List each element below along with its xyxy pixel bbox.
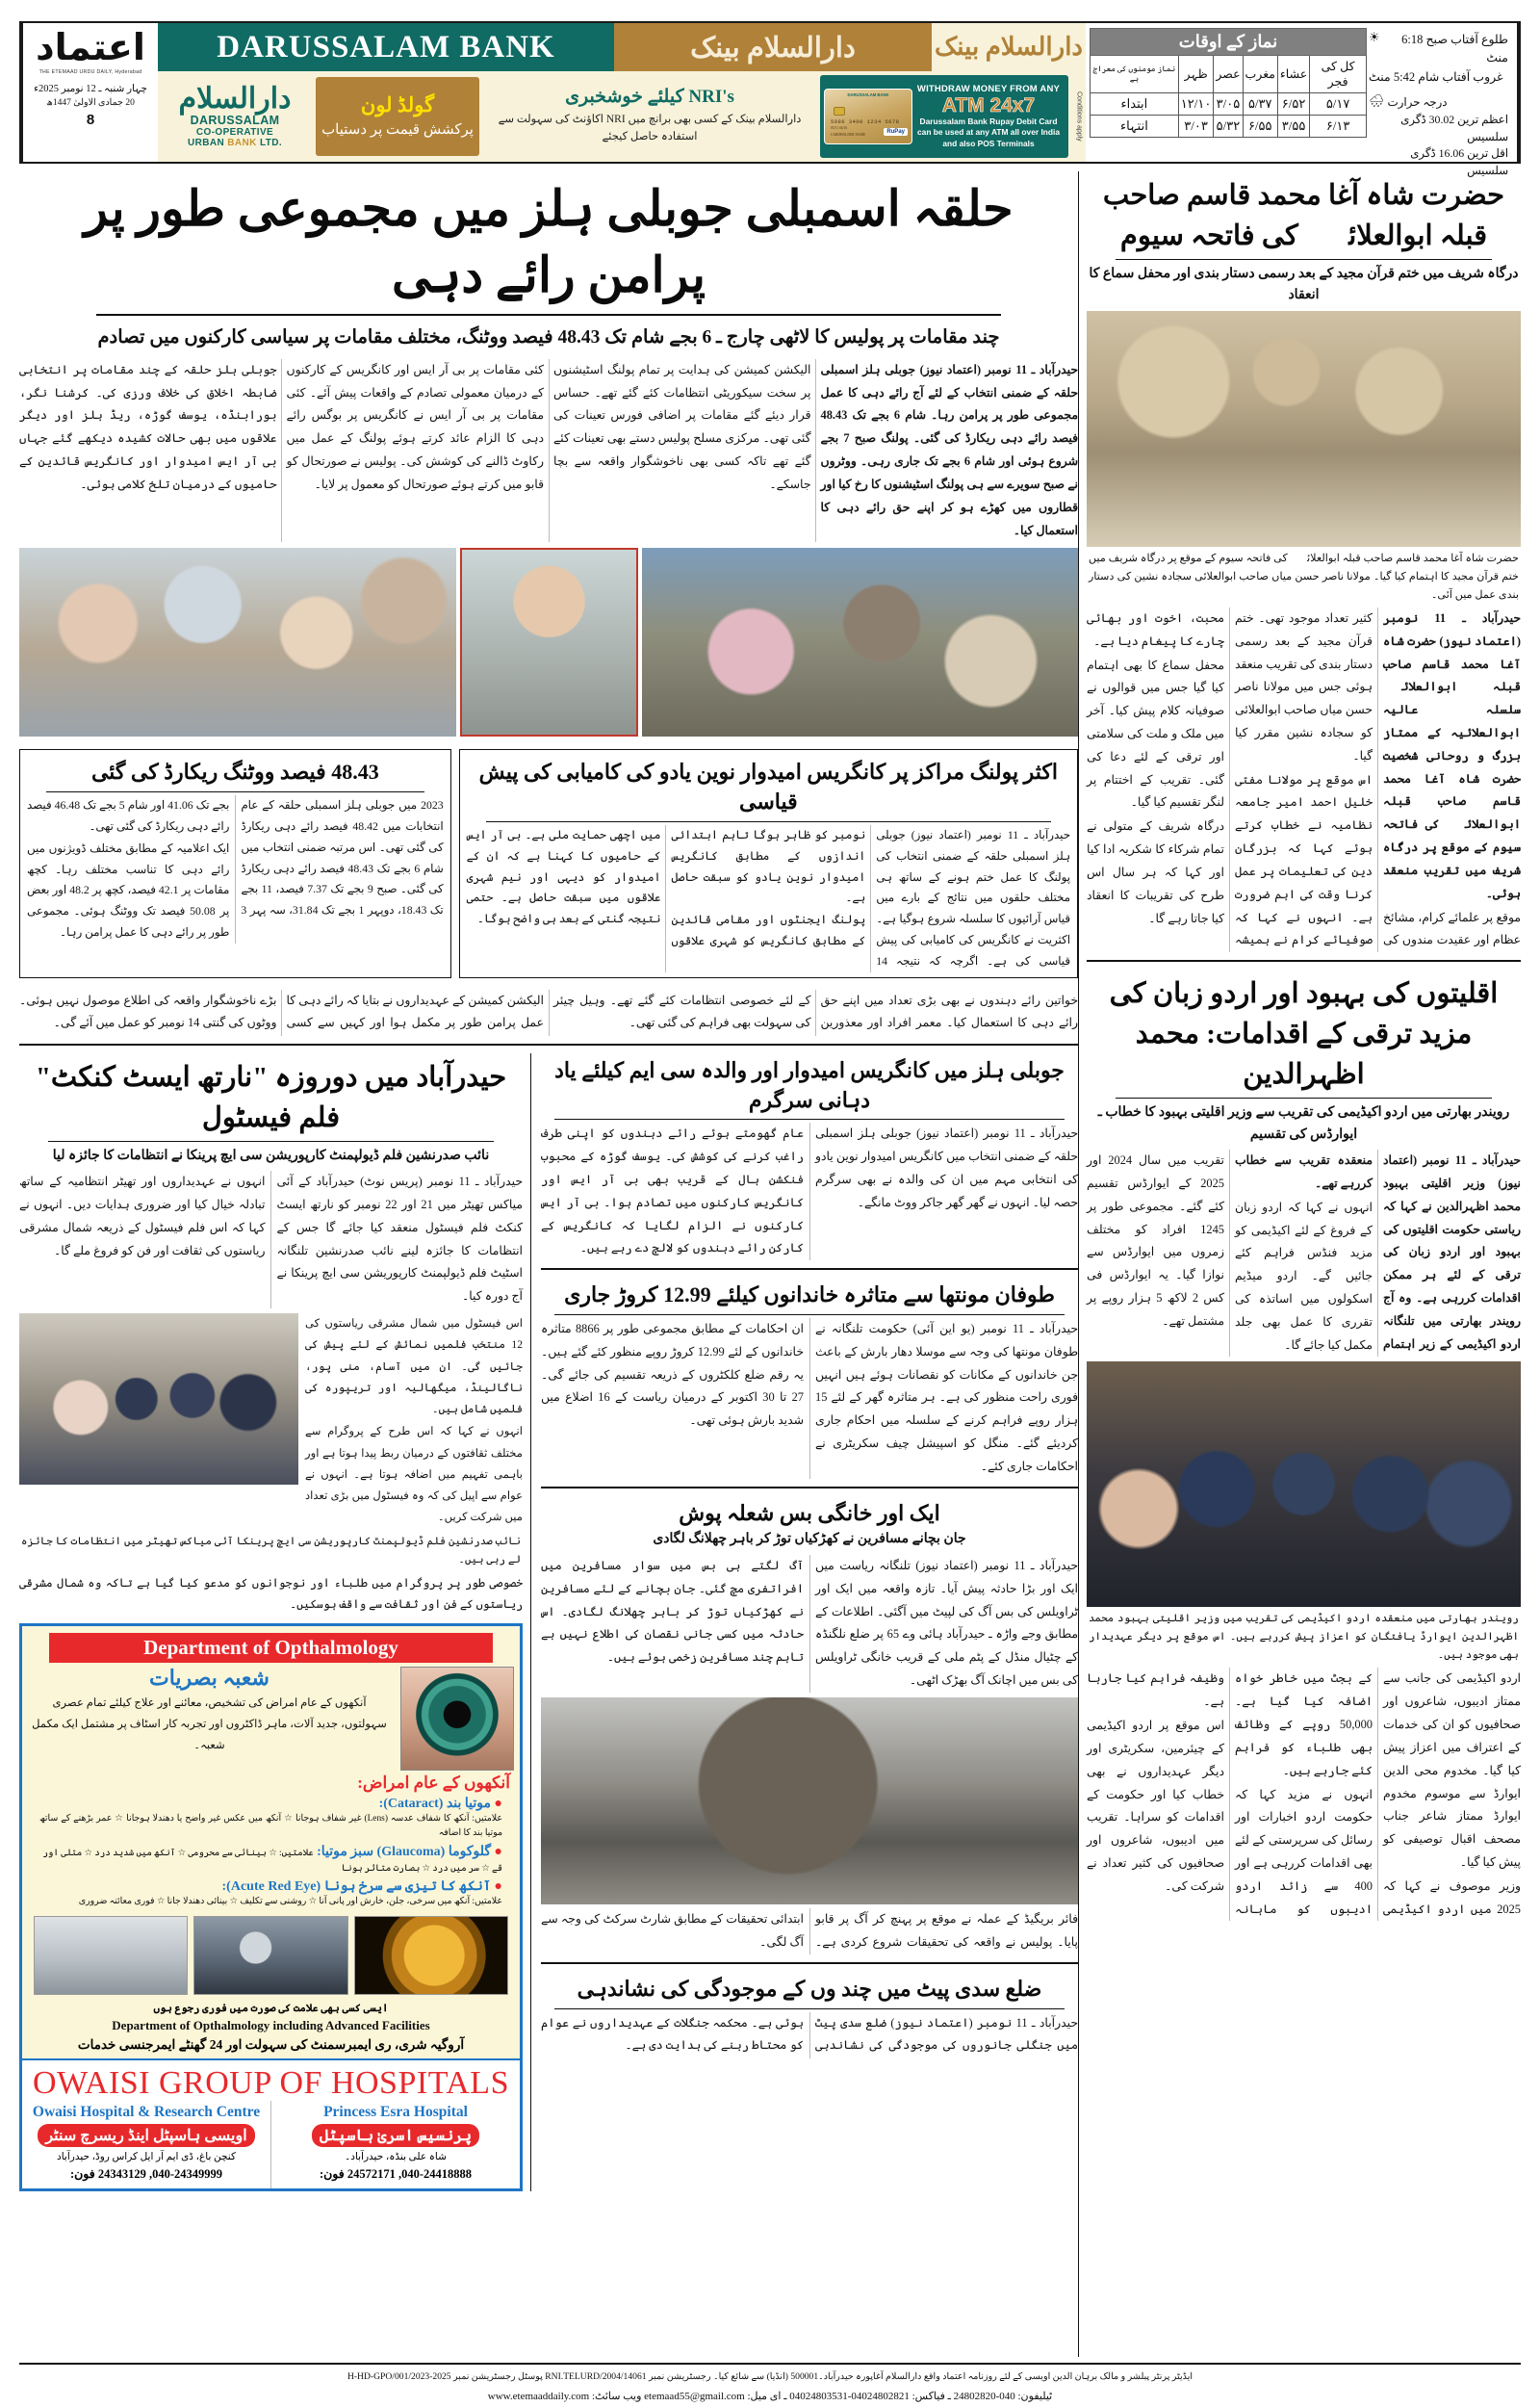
hospital-name-ur: اویسی ہاسپٹل اینڈ ریسرچ سنٹر — [38, 2124, 254, 2147]
paragraph: 2023 میں جوبلی ہلز اسمبلی حلقہ کے عام انتخابات میں 48.42 فیصد رائے دہی ریکارڈ کی گئی تھی۔ اس مرتبہ ضمنی انتخاب میں شام 6 بجے تک 48.43 فیصد رائے دہی ریکارڈ کی گئی۔ صبح 9 بجے تک 7.37 فیصد، 11 بجے تک 18.43، دوپہر 1 بجے تک 31.84، سہ پہر 3 بجے تک 41.06 اور شام 5 بجے تک 46.48 فیصد رائے دہی ریکارڈ کی گئی تھی۔ — [27, 798, 444, 918]
bank-name-urdu: دارالسلام بینک — [614, 23, 932, 71]
nri-subtext: دارالسلام بینک کے کسی بھی برانچ میں NRI اکاؤنٹ کی سہولت سے استفادہ حاصل کیجئے — [498, 114, 802, 143]
hospital-phone: 040-24349999, 24343129 فون: — [69, 2167, 223, 2182]
box-story-1-body — [467, 825, 1070, 972]
paragraph: خواتین رائے دہندوں نے بھی بڑی تعداد میں اپنے حق رائے دہی کا استعمال کیا۔ معمر افراد اور معذورین کے لئے خصوصی انتظامات کئے گئے تھے۔ وہیل چیئر کی سہولت بھی فراہم کی گئی تھی۔ — [553, 993, 1078, 1030]
darussalam-logo — [158, 71, 312, 162]
eye-photo — [400, 1667, 514, 1771]
ophthalmology-dept-title-ur: شعبہ بصریات — [149, 1665, 270, 1690]
card-bank-name: DARUSSALAM BANK — [847, 92, 889, 97]
left-story-1 — [1087, 171, 1521, 952]
film-headline: حیدرآباد میں دوروزہ "نارتھ ایسٹ کنکٹ" فلم فیسٹول — [35, 1061, 507, 1133]
ophthalmology-item-red-eye: ● آنکھ کا تیزی سے سرخ ہونا (Acute Red Eye): — [221, 1879, 502, 1895]
issue-date: چہار شنبہ ـ 12 نومبر 2025ء — [34, 83, 147, 94]
bank-logo-line3: URBAN BANK LTD. — [187, 138, 283, 148]
paragraph: اردو اکیڈیمی کی جانب سے ممتاز ادیبوں، شاعروں اور صحافیوں کو ان کی خدمات کے اعتراف میں اعزاز پیش کیا گیا۔ مخدوم محی الدین ایوارڈ سے موسوم مخدوم ایوارڈ ممتاز شاعر جناب مصحف اقبال توصیفی کو پیش کیا گیا۔ — [1383, 1671, 1521, 1869]
darussalam-bank-ad[interactable] — [158, 23, 1086, 162]
rupay-logo: RuPay — [884, 128, 908, 136]
hospital-address: شاہ علی بنڈہ، حیدرآباد۔ — [345, 2152, 447, 2163]
owaisi-group-title: OWAISI GROUP OF HOSPITALS — [33, 2065, 509, 2102]
prayer-value: ۵/۱۷ — [1310, 93, 1367, 116]
left-story-1-caption: حضرت شاہ آغا محمد قاسم صاحب قبلہ ابوالعلائیؒ کی فاتحہ سیوم کے موقع پر درگاہ شریف میں ختم قرآن مجید کا اہتمام کیا گیا۔ مولانا ناصر حسن میاں صاحب ابوالعلائی سجادہ نشین کی دستار بندی عمل میں آئی۔ — [1089, 552, 1519, 601]
mid-story-1-headline: جوبلی ہلز میں کانگریس امیدوار اور والدہ سی ایم کیلئے یاد دہانی سرگرم — [554, 1057, 1065, 1112]
nri-headline: NRI's کیلئے خوشخبری — [565, 87, 734, 108]
bank-urdu-mark-top: دارالسلام بینک — [932, 23, 1086, 71]
prayer-value: ۶/۵۵ — [1243, 116, 1277, 138]
paragraph: انہوں نے کہا کہ اس طرح کے پروگرام سے مختلف ثقافتوں کے درمیان ربط پیدا ہوتا ہے اور باہمی تفہیم میں اضافہ ہوتا ہے۔ انہوں نے عوام سے اپیل کی کہ وہ فیسٹول میں بڑی تعداد میں شرکت کریں۔ — [305, 1425, 523, 1524]
mid-story-1-body — [541, 1123, 1078, 1260]
film-body-top — [19, 1171, 523, 1308]
ophthalmology-photo-strip — [22, 1909, 520, 1999]
prayer-times-block — [1086, 23, 1519, 177]
mid-story-3-body — [541, 1555, 1078, 1693]
paper-english-name: THE ETEMAAD URDU DAILY, Hyderabad — [38, 68, 142, 75]
paragraph: درگاہ شریف کے متولی نے تمام شرکاء کا شکریہ ادا کیا اور کہا کہ ہر سال اس طرح کی تقریبات کا انعقاد کیا جاتا رہے گا۔ — [1087, 819, 1224, 925]
film-festival-story — [19, 1053, 531, 2192]
paragraph: ایک اعلامیہ کے مطابق مختلف ڈویژنوں میں رائے دہی کا تناسب مختلف رہا۔ کچھ مقامات پر 42.1 فیصد، کچھ پر 48.2 اور بعض پر 50.08 فیصد تک ووٹنگ ہوئی۔ مجموعی طور پر رائے دہی کا عمل پرامن رہا۔ — [27, 841, 230, 939]
left-story-1-body — [1087, 608, 1521, 952]
mid-story-4-headline: ضلع سدی پیٹ میں چند وں کے موجودگی کی نشاندہی — [577, 1976, 1042, 2001]
left-story-2-body-top — [1087, 1150, 1521, 1357]
paragraph: حیدرآباد ـ 11 نومبر (یو این آئی) حکومت تلنگانہ نے طوفان مونتھا کی وجہ سے موسلا دھار بارش کے باعث جن خاندانوں کے مکانات کو نقصانات ہوئے ہیں انہیں فوری راحت منظور کی ہے۔ ہر متاثرہ گھر کے لئے 15 ہزار روپے فراہم کرنے کے سلسلہ میں احکام جاری کردیئے گئے۔ منگل کو اسپیشل چیف سکریٹری نے احکامات جاری کئے۔ — [815, 1322, 1078, 1473]
photo-voters-showing-ids — [19, 548, 456, 737]
prayer-times-title: نماز کے اوقات — [1091, 29, 1367, 56]
temperature-max: اعظم ترین 30.02 ڈگری سلسیس — [1400, 112, 1508, 143]
photo-dargah-majlis — [1087, 311, 1521, 547]
bullet-icon: ● — [494, 1796, 502, 1811]
bank-logo-line2: CO-OPERATIVE — [195, 127, 274, 138]
prayer-row-label: ابتداء — [1091, 93, 1179, 116]
middle-column-stories — [541, 1053, 1078, 2192]
paragraph: اس فیسٹول میں شمال مشرقی ریاستوں کی 12 منتخب فلمیں نمائش کے لئے پیش کی جائیں گی۔ ان میں آسام، منی پور، ناگالینڈ، میگھالیہ اور تریپورہ کی فلمیں شامل ہیں۔ — [305, 1317, 523, 1416]
mid-story-2-headline: طوفان مونتھا سے متاثرہ خاندانوں کیلئے 12.99 کروڑ جاری — [564, 1282, 1055, 1307]
paragraph: انہوں نے مزید کہا کہ حکومت اردو اخبارات اور رسائل کی سرپرستی کے لئے بھی اقدامات کررہی ہے اور 400 سے زائد اردو ادیبوں کو ماہانہ وظیفہ فراہم کیا جارہا ہے۔ — [1087, 1671, 1373, 1916]
box-story-turnout — [19, 749, 451, 977]
film-photo-caption: نائب صدرنشین فلم ڈیولپمنٹ کارپوریشن سی ایچ پرینکا آئی میاکس تھیٹر میں انتظامات کا جائزہ لے رہی ہیں۔ — [21, 1535, 521, 1566]
hospital-name-ur: پرنسیس اسریٰ ہاسپٹل — [312, 2124, 479, 2147]
boxed-stories-row — [19, 743, 1078, 983]
photo-slit-lamp-exam — [193, 1916, 347, 1995]
prayer-times-table — [1090, 28, 1367, 157]
ophthalmology-dept-title-en: Department of Opthalmology — [49, 1633, 493, 1663]
bank-name-english: DARUSSALAM BANK — [158, 23, 614, 71]
card-dates: 05/11 04/16 — [831, 126, 848, 130]
paragraph: کئی مقامات پر بی آر ایس اور کانگریس کے کارکنوں کے درمیان معمولی تصادم کے واقعات پیش آئے۔ کئی مقامات پر بی آر ایس نے کانگریس پر بوگس رائے دہی کا الزام عائد کرتے ہوئے پولنگ کے عمل میں رکاوٹ ڈالنے کی کوشش کی۔ پولیس نے صورتحال کو قابو میں کرتے ہوئے صورتحال کو معمول پر لایا۔ — [286, 362, 544, 491]
photo-elderly-voter — [460, 548, 638, 737]
photo-burnt-bus — [541, 1697, 1078, 1904]
film-body-bottom — [19, 1572, 523, 1616]
hospital-name-en: Owaisi Hospital & Research Centre — [32, 2104, 261, 2121]
rupay-debit-card-image — [824, 89, 912, 144]
paragraph: حیدرآباد ـ 11 نومبر (اعتماد نیوز) حضرت شاہ آغا محمد قاسم صاحب قبلہ ابوالعلائیؒ سلسلہ عالیہ ابوالعلائیہ کے ممتاز بزرگ و روحانی شخصیت حضرت شاہ آغا محمد قاسم صاحب قبلہ ابوالعلائیؒ کی فاتحہ سیوم کے موقع پر درگاہ شریف میں تقریب منعقد ہوئی۔ — [1383, 610, 1521, 900]
ophthalmology-intro: آنکھوں کے عام امراض کی تشخیص، معائنے اور علاج کیلئے تمام عصری سہولتوں، جدید آلات، ماہر ڈاکٹروں اور تجربہ کار اسٹاف پر مشتمل ایک مکمل شعبہ۔ — [32, 1695, 387, 1751]
photo-eye-equipment — [34, 1916, 188, 1995]
hospital-address: کنچن باغ، ڈی ایم آر ایل کراس روڈ، حیدرآباد — [57, 2152, 236, 2163]
bank-logo-urdu: دارالسلام — [178, 83, 292, 115]
photo-fundus-scan — [354, 1916, 508, 1995]
paragraph: وزیر موصوف نے کہا کہ 2025 میں اردو اکیڈیمی کے بجٹ میں خاطر خواہ اضافہ کیا گیا ہے۔ 50,000 روپے کے وظائف بھی طلباء کو فراہم کئے جارہے ہیں۔ — [1235, 1671, 1521, 1916]
sun-icon: ☀ — [1369, 30, 1380, 44]
temperature-label: درجہ حرارت — [1387, 95, 1448, 110]
sunset-text: غروب آفتاب شام 5:42 منٹ — [1369, 69, 1503, 84]
prayer-value: ۵/۳۷ — [1243, 93, 1277, 116]
paragraph: آگ لگتے ہی بس میں سوار مسافرین میں افراتفری مچ گئی۔ جان بچانے کے لئے مسافرین نے کھڑکیاں توڑ کر باہر چھلانگ لگادی۔ اس حادثہ میں کسی جانی نقصان کی اطلاع نہیں ہے تاہم چند مسافرین زخمی ہوئے ہیں۔ — [541, 1558, 804, 1665]
paper-wordmark: اعتماد — [36, 26, 145, 68]
nri-promo-block — [483, 71, 816, 162]
gold-loan-title: گولڈ لون — [360, 93, 435, 117]
box-story-1-headline: اکثر پولنگ مراکز پر کانگریس امیدوار نوین یادو کی کامیابی کی پیش قیاسی — [478, 760, 1058, 815]
page-content — [19, 171, 1521, 2357]
box-story-2-headline: 48.43 فیصد ووٹنگ ریکارڈ کی گئی — [90, 760, 379, 785]
masthead — [19, 21, 1521, 177]
footer-imprint: ایڈیٹر پرنٹر پبلشر و مالک برہان الدین اویسی کے لئے روزنامہ اعتماد واقع دارالسلام آغاپورہ حیدرآباد۔500001 (انڈیا) سے شائع کیا۔ رجسٹریشن نمبر RNI.TELURD/2004/14061 پوسٹل رجسٹریشن نمبر H-HD-GPO/001/2023-2025 — [346, 2371, 1194, 2382]
paragraph: پولنگ ایجنٹوں اور مقامی قائدین کے مطابق کانگریس کو شہری علاقوں میں اچھی حمایت ملی ہے۔ بی آر ایس کے حامیوں کا کہنا ہے کہ ان کے امیدوار کو دیہی اور نیم شہری علاقوں میں سبقت حاصل ہے۔ حتمی نتیجہ گنتی کے بعد ہی واضح ہوگا۔ — [466, 827, 866, 947]
paragraph: حیدرآباد ـ 11 نومبر (اعتماد نیوز) وزیر اقلیتی بہبود محمد اظہرالدین نے کہا کہ ریاستی حکومت اقلیتوں کی بہبود اور اردو زبان کی ترقی کے لئے ہر ممکن اقدامات کررہی ہے۔ وہ آج رویندر بھارتی میں تلنگانہ اردو اکیڈیمی کے زیر اہتمام منعقدہ تقریب سے خطاب کررہے تھے۔ — [1235, 1153, 1521, 1351]
prayer-row-label: انتہاء — [1091, 116, 1179, 138]
footer-contact: ٹیلیفون: 040-24802820 ـ فیاکس: 04024802821-04024803531 ـ ای میل: etemaad55@gmail.com ویب سائٹ: www.etemaaddaily.com — [487, 2391, 1053, 2403]
prayer-value: ۳/۰۵ — [1214, 93, 1243, 116]
cloud-rain-icon: 🌧 — [1369, 93, 1385, 109]
prayer-value: ۶/۵۲ — [1277, 93, 1309, 116]
left-column — [1078, 171, 1521, 2357]
mid-story-4-body — [541, 2012, 1078, 2058]
paragraph: جوبلی ہلز حلقہ کے چند مقامات پر انتخابی ضابطہ اخلاق کی خلاف ورزی کی۔ کرشنا نگر، بورابنڈہ، یوسف گوڑہ، ریڈ ہلز اور دیگر علاقوں میں بھی حالات کشیدہ دیکھے گئے جہاں بی آر ایس امیدوار اور کانگریس قائدین کے حامیوں کے درمیان تلخ کلامی ہوئی۔ — [19, 362, 277, 491]
paragraph: انہوں نے کہا کہ اردو زبان کے فروغ کے لئے اکیڈیمی کو مزید فنڈس فراہم کئے جائیں گے۔ اردو میڈیم اسکولوں میں اساتذہ کی تقرری کا عمل بھی جلد مکمل کیا جائے گا۔ — [1235, 1200, 1373, 1352]
paragraph: الیکشن کمیشن کے عہدیداروں نے بتایا کہ رائے دہی کا عمل پرامن طور پر مکمل ہوا اور کہیں سے کسی بڑے ناخوشگوار واقعہ کی اطلاع موصول نہیں ہوئی۔ ووٹوں کی گنتی 14 نومبر کو عمل میں آئے گی۔ — [19, 993, 544, 1030]
gold-loan-box — [316, 77, 479, 156]
table-row — [1091, 93, 1367, 116]
paragraph: اس موقع پر اردو اکیڈیمی کے چیئرمین، سکریٹری اور دیگر عہدیداروں نے بھی خطاب کیا اور حکومت کے اقدامات کو سراہا۔ تقریب میں ادیبوں، شاعروں اور صحافیوں کی کثیر تعداد نے شرکت کی۔ — [1087, 1719, 1224, 1893]
film-body-side — [305, 1313, 523, 1530]
owaisi-group-block — [22, 2058, 520, 2188]
prayer-col-maghrib: مغرب — [1243, 56, 1277, 93]
film-photo-block — [19, 1313, 523, 1530]
left-story-2-headline: اقلیتوں کی بہبود اور اردو زبان کی مزید ترقی کے اقدامات: محمد اظہرالدین — [1109, 978, 1499, 1091]
left-story-2-caption: رویندر بھارتی میں منعقدہ اردو اکیڈیمی کی تقریب میں وزیر اقلیتی بہبود محمد اظہرالدین ایوارڈ یافتگان کو اعزاز پیش کررہے ہیں۔ اس موقع پر دیگر عہدیدار بھی موجود ہیں۔ — [1089, 1613, 1519, 1662]
ophthalmology-advanced-en: Department of Opthalmology including Advanced Facilities — [112, 2018, 430, 2033]
prayer-col-isha: عشاء — [1277, 56, 1309, 93]
mid-story-3-body-cont — [541, 1908, 1078, 1954]
film-subheadline: نائب صدرنشین فلم ڈیولپمنٹ کارپوریشن سی ایچ پرینکا نے انتظامات کا جائزہ لیا — [52, 1148, 490, 1163]
lead-story — [19, 171, 1078, 542]
gold-loan-subtitle: پرکشش قیمت پر دستیاب — [321, 121, 474, 138]
ophthalmology-item-glaucoma: ● گلوکوما (Glaucoma) سبز موتیا: علامتیں: ☆ بینائی سے محرومی ☆ آنکھ میں شدید درد ☆ متلی اور قے ☆ سر میں درد ☆ بصارت متاثر ہونا — [42, 1845, 502, 1875]
box-story-2-body — [27, 795, 444, 944]
prayer-value: ۳/۵۵ — [1277, 116, 1309, 138]
prayer-col-fajr: کل کی فجر — [1310, 56, 1367, 93]
page-footer — [19, 2363, 1521, 2402]
card-number: 5086 3400 1234 5678 — [831, 118, 900, 125]
ophthalmology-symptoms-red-eye: علامتیں: آنکھ میں سرخی، جلن، خارش اور پانی آنا ☆ روشنی سے تکلیف ☆ بینائی دھندلا جانا ☆ فوری معائنہ ضروری — [78, 1897, 502, 1907]
prayer-value: ۳/۰۳ — [1178, 116, 1214, 138]
paragraph: حیدرآباد ـ 11 نومبر (اعتماد نیوز) جوبلی ہلز اسمبلی حلقہ کے ضمنی انتخاب کی پولنگ کا عمل ختم ہونے کے ساتھ ہی مختلف حلقوں میں نتائج کے بارے میں قیاس آرائیوں کا سلسلہ شروع ہوگیا ہے۔ اکثریت نے کانگریس کی کامیابی کی پیش قیاسی کی ہے۔ اگرچہ کہ نتیجہ 14 نومبر کو ظاہر ہوگا تاہم ابتدائی اندازوں کے مطابق کانگریس امیدوار نوین یادو کو سبقت حاصل ہے۔ — [671, 827, 1070, 968]
paragraph: اس موقع پر مولانا مفتی خلیل احمد امیر جامعہ نظامیہ نے خطاب کرتے ہوئے کہا کہ بزرگان دین کی تعلیمات پر عمل کرنا وقت کی اہم ضرورت ہے۔ انہوں نے کہا کہ صوفیائے کرام نے ہمیشہ محبت، اخوت اور بھائی چارے کا پیغام دیا ہے۔ — [1087, 610, 1373, 947]
sunrise-text: طلوع آفتاب صبح 6:18 منٹ — [1401, 33, 1508, 65]
paragraph: تقریب میں سال 2024 اور 2025 کے ایوارڈس تقسیم کئے گئے۔ مجموعی طور پر 1245 افراد کو مختلف زمروں میں ایوارڈس سے نوازا گیا۔ یہ ایوارڈس فی کس 2 لاکھ 5 ہزار روپے پر مشتمل تھے۔ — [1087, 1153, 1224, 1328]
mid-story-4 — [541, 1972, 1078, 2058]
bullet-icon: ● — [494, 1879, 502, 1895]
paragraph: خصوصی طور پر پروگرام میں طلباء اور نوجوانوں کو مدعو کیا گیا ہے تاکہ وہ شمال مشرقی ریاستوں کے فن اور ثقافت سے واقف ہوسکیں۔ — [19, 1575, 523, 1612]
mid-story-1 — [541, 1053, 1078, 1260]
left-story-1-headline: حضرت شاہ آغا محمد قاسم صاحب قبلہ ابوالعلائیؒ کی فاتحہ سیوم — [1102, 180, 1505, 252]
atm-line-2: ATM 24x7 — [941, 93, 1036, 116]
bank-logo-line1: DARUSSALAM — [190, 114, 280, 127]
paragraph: ان احکامات کے مطابق مجموعی طور پر 8866 متاثرہ خاندانوں کے لئے 12.99 کروڑ روپے منظور کئے گئے ہیں۔ یہ رقم ضلع کلکٹروں کے ذریعہ تقسیم کی جائے گی۔ 27 تا 30 اکتوبر کے درمیان ریاست کے 16 اضلاع میں شدید بارش ہوئی تھی۔ — [541, 1322, 805, 1428]
paragraph: عام گھومتے ہوئے رائے دہندوں کو اپنی طرف راغب کرنے کی کوشش کی۔ یوسف گوڑہ کے محبوب فنکشن ہال کے قریب بھی بی آر ایس اور کانگریس کارکنوں میں تصادم ہوا۔ بی آر ایس کارکنوں نے الزام لگایا کہ کانگریس کے کارکن رائے دہندوں کو لالچ دے رہے ہیں۔ — [541, 1126, 804, 1255]
paragraph: حیدرآباد ـ 11 نومبر (اعتماد نیوز) جوبلی ہلز اسمبلی حلقہ کے ضمنی انتخاب کے لئے آج رائے دہی کا عمل مجموعی طور پر پرامن رہا۔ شام 6 بجے تک 48.43 فیصد رائے دہی ریکارڈ کی گئی۔ پولنگ صبح 7 بجے شروع ہوئی اور شام 6 بجے تک جاری رہی۔ ووٹروں نے صبح سویرے سے ہی پولنگ اسٹیشنوں کا رخ کیا اور قطاروں میں کھڑے ہو کر اپنے حق رائے دہی کا استعمال کیا۔ — [820, 362, 1078, 537]
issue-date-hijri: 20 جمادی الاولیٰ 1447ھ — [46, 97, 135, 108]
lower-section — [19, 1053, 1078, 2192]
sun-weather-block — [1367, 28, 1513, 177]
ophthalmology-urgent-note: ایسی کسی بھی علامت کی صورت میں فوری رجوع ہوں — [153, 2003, 389, 2015]
lead-subheadline: چند مقامات پر پولیس کا لاٹھی چارج ـ 6 بجے شام تک 48.43 فیصد ووٹنگ، مختلف مقامات پر سیاسی کارکنوں میں تصادم — [97, 326, 1000, 348]
temperature-min: اقل ترین 16.06 ڈگری سلسیس — [1410, 146, 1508, 177]
table-row — [1091, 116, 1367, 138]
atm-line-1: WITHDRAW MONEY FROM ANY — [916, 83, 1061, 94]
hospital-princess-esra[interactable] — [271, 2101, 520, 2188]
left-story-1-subhead: درگاہ شریف میں ختم قرآن مجید کے بعد رسمی دستار بندی اور محفل سماع کا انعقاد — [1089, 267, 1519, 303]
hospital-owaisi-research[interactable] — [22, 2101, 271, 2188]
ophthalmology-advanced-ur: آروگیہ شری، ری ایمبرسمنٹ کی سہولت اور 24 گھنٹے ایمرجنسی خدمات — [77, 2037, 465, 2053]
lead-body-continued — [19, 990, 1078, 1036]
paragraph: محفل سماع کا بھی اہتمام کیا گیا جس میں قوالوں نے صوفیانہ کلام پیش کیا۔ آخر میں ملک و ملت کی سلامتی اور ترقی کے لئے دعا کی گئی۔ تقریب کے اختتام پر لنگر تقسیم کیا گیا۔ — [1087, 658, 1224, 810]
main-column-group — [19, 171, 1078, 2357]
paragraph: انہوں نے عہدیداروں اور تھیٹر انتظامیہ کے ساتھ تبادلہ خیال کیا اور ضروری ہدایات دیں۔ انہوں نے کہا کہ اس فلم فیسٹول کے ذریعہ شمال مشرقی ریاستوں کی ثقافت اور فن کو فروغ ملے گا۔ — [19, 1175, 266, 1257]
bullet-icon: ● — [494, 1845, 502, 1860]
atm-promo-box — [820, 75, 1068, 158]
lead-body — [19, 359, 1078, 543]
paragraph: موقع پر علمائے کرام، مشائخ عظام اور عقیدت مندوں کی کثیر تعداد موجود تھی۔ ختم قرآن مجید کے بعد رسمی دستار بندی کی تقریب منعقد ہوئی جس میں مولانا ناصر حسن میاں صاحب ابوالعلائی کو سجادہ نشین مقرر کیا گیا۔ — [1235, 610, 1521, 947]
card-holder: CARDHOLDER NAME — [831, 133, 866, 137]
prayer-row-header: نماز مومنوں کی معراج ہے — [1091, 56, 1179, 93]
left-story-2 — [1087, 970, 1521, 1921]
mid-story-3 — [541, 1496, 1078, 1954]
box-story-prediction — [459, 749, 1078, 977]
hospital-phone: 040-24418888, 24572171 فون: — [319, 2167, 473, 2182]
atm-line-3: Darussalam Bank Rupay Debit Card can be used at any ATM all over India and also POS Terminals — [917, 116, 1060, 148]
left-story-2-body-bottom — [1087, 1668, 1521, 1921]
photo-film-officials — [19, 1313, 298, 1485]
mid-story-3-subhead: جان بچانے مسافرین نے کھڑکیاں توڑ کر باہر چھلانگ لگادی — [653, 1532, 966, 1547]
ophthalmology-common-title: آنکھوں کے عام امراض: — [357, 1773, 510, 1792]
photo-award-ceremony — [1087, 1361, 1521, 1607]
lead-headline: حلقہ اسمبلی جوبلی ہلز میں مجموعی طور پر پرامن رائے دہی — [84, 183, 1014, 303]
paragraph: حیدرآباد ـ 11 نومبر (اعتماد نیوز) تلنگانہ ریاست میں ایک اور بڑا حادثہ پیش آیا۔ تازہ واقعہ میں ایک اور ٹراویلس کی بس آگ کی لپیٹ میں آگئی۔ اطلاعات کے مطابق وجے واڑہ ـ حیدرآباد ہائی وے 65 پر ضلع نلگنڈہ کے چٹیال منڈل کے پٹم ملی کے قریب خانگی ٹراویلس کی بس میں اچانک آگ بھڑک اٹھی۔ — [815, 1558, 1078, 1687]
mid-story-3-headline: ایک اور خانگی بس شعلہ پوش — [679, 1500, 940, 1525]
paragraph: حیدرآباد ـ 11 نومبر (اعتماد نیوز) جوبلی ہلز اسمبلی حلقہ کے ضمنی انتخاب میں کانگریس امیدوار نوین یادو کی انتخابی مہم میں ان کی والدہ نے بھی سرگرم حصہ لیا۔ انہوں نے گھر گھر جاکر ووٹ مانگے۔ — [815, 1126, 1078, 1209]
ophthalmology-advertisement[interactable] — [19, 1623, 523, 2191]
card-chip-icon — [834, 107, 845, 116]
prayer-col-asr: عصر — [1214, 56, 1243, 93]
left-story-2-subhead: رویندر بھارتی میں اردو اکیڈیمی کی تقریب سے وزیر اقلیتی بہبود کا خطاب ـ ایوارڈس کی تقسیم — [1097, 1105, 1510, 1142]
ophthalmology-item-cataract: ● موتیا بند (Cataract): — [378, 1796, 502, 1811]
photo-polling-queue — [642, 548, 1079, 737]
conditions-apply-text: Conditions apply — [1075, 91, 1083, 142]
prayer-value: ۶/۱۳ — [1310, 116, 1367, 138]
hospital-name-en: Princess Esra Hospital — [323, 2104, 468, 2121]
prayer-value: ۵/۳۲ — [1214, 116, 1243, 138]
prayer-col-zuhr: ظہر — [1178, 56, 1214, 93]
page-number: 8 — [86, 111, 95, 128]
headline-divider — [96, 314, 1001, 316]
nameplate — [21, 23, 158, 162]
mid-story-2 — [541, 1278, 1078, 1478]
paragraph: حیدرآباد ـ 11 نومبر (پریس نوٹ) حیدرآباد کے آئی میاکس تھیٹر میں 21 اور 22 نومبر کو نارتھ ایسٹ کنکٹ فلم فیسٹول منعقد کیا جائے گا جس کے انتظامات کا جائزہ لینے نائب صدرنشین تلنگانہ اسٹیٹ فلم ڈیولپمنٹ کارپوریشن سی ایچ پرینکا نے آج دورہ کیا۔ — [276, 1175, 523, 1304]
ophthalmology-symptoms-cataract: علامتیں: آنکھ کا شفاف عدسہ (Lens) غیر شفاف ہوجانا ☆ آنکھ میں عکس غیر واضح یا دھندلا ہوجانا ☆ عمر بڑھنے کے ساتھ موتیا بند کا اضافہ — [39, 1813, 502, 1838]
mid-story-2-body — [541, 1318, 1078, 1479]
lead-photo-row — [19, 548, 1078, 737]
paragraph: حیدرآباد ـ 11 نومبر (اعتماد نیوز) ضلع سدی پیٹ میں جنگلی جانوروں کی موجودگی کی نشاندہی ہوئی ہے۔ محکمہ جنگلات کے عہدیداروں نے عوام کو محتاط رہنے کی ہدایت دی ہے۔ — [541, 2015, 1078, 2053]
paragraph: فائر بریگیڈ کے عملہ نے موقع پر پہنچ کر آگ پر قابو پایا۔ پولیس نے واقعہ کی تحقیقات شروع کردی ہے۔ ابتدائی تحقیقات کے مطابق شارٹ سرکٹ کی وجہ سے آگ لگی۔ — [541, 1911, 1078, 1949]
paragraph: الیکشن کمیشن کی ہدایت پر تمام پولنگ اسٹیشنوں پر سخت سیکوریٹی انتظامات کئے گئے تھے۔ حساس قرار دیئے گئے مقامات پر اضافی فورس تعینات کی گئی تھی۔ مرکزی مسلح پولیس دستے بھی تعینات کئے گئے تھے تاکہ کسی بھی ناخوشگوار واقعہ سے بچا جاسکے۔ — [553, 362, 811, 491]
prayer-value: ۱۲/۱۰ — [1178, 93, 1214, 116]
